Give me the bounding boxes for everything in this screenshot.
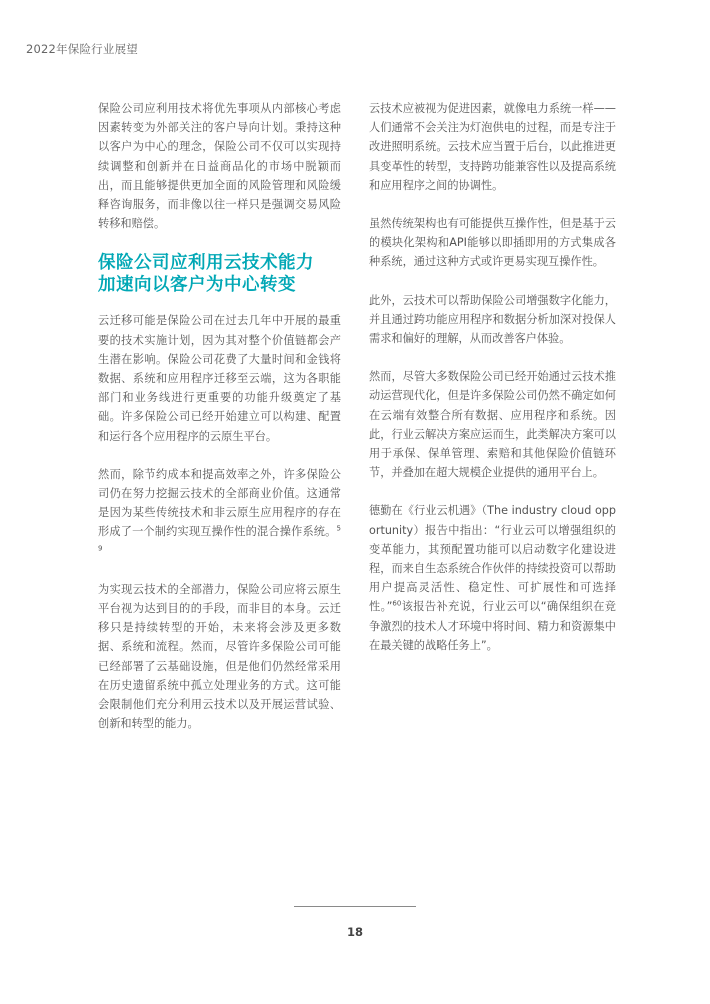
paragraph-digital-capability: 此外，云技术可以帮助保险公司增强数字化能力，并且通过跨功能应用程序和数据分析加深对投保人需求和偏好的理解，从而改善客户体验。 — [369, 293, 616, 346]
paragraph-business-value-text: 然而，除节约成本和提高效率之外，许多保险公司仍在努力挖掘云技术的全部商业价值。这通常是因为某些传统技术和非云原生应用程序的存在形成了一个制约实现互操作性的混合操作系统。 — [98, 467, 341, 539]
section-heading-line-1: 保险公司应利用云技术能力 — [98, 253, 314, 274]
paragraph-industry-cloud: 然而，尽管大多数保险公司已经开始通过云技术推动运营现代化，但是许多保险公司仍然不确定如何在云端有效整合所有数据、应用程序和系统。因此，行业云解决方案应运而生，此类解决方案可以用于承保、保单管理、索赔和其他保险价值链环节，并叠加在超大规模企业提供的通用平台上。 — [369, 370, 616, 480]
intro-paragraph: 保险公司应利用技术将优先事项从内部核心考虑因素转变为外部关注的客户导向计划。秉持这种以客户为中心的理念，保险公司不仅可以实现持续调整和创新并在日益商品化的市场中脱颖而出，而且能够提供更加全面的风险管理和风险缓释咨询服务，而非像以往一样只是强调交易风险转移和赔偿。 — [98, 102, 341, 231]
section-heading — [98, 252, 341, 296]
footnote-ref-60: 60 — [392, 599, 402, 608]
paragraph-deloitte-report — [369, 501, 616, 655]
footer-divider — [294, 906, 416, 907]
paragraph-business-value — [98, 465, 341, 561]
paragraph-enabler: 云技术应被视为促进因素，就像电力系统一样——人们通常不会关注为灯泡供电的过程，而是专注于改进照明系统。云技术应当置于后台，以此推进更具变革性的转型，支持跨功能兼容性以及提高系统和应用程序之间的协调性。 — [369, 102, 616, 192]
right-column — [369, 99, 616, 674]
page-number: 18 — [346, 925, 363, 939]
paragraph-interoperability: 虽然传统架构也有可能提供互操作性，但是基于云的模块化架构和API能够以即插即用的方式集成各种系统，通过这种方式或许更易实现互操作性。 — [369, 217, 616, 269]
paragraph-full-potential: 为实现云技术的全部潜力，保险公司应将云原生平台视为达到目的的手段，而非目的本身。云迁移只是持续转型的开始，未来将会涉及更多数据、系统和流程。然而，尽管许多保险公司可能已经部署了云基础设施，但是他们仍然经常采用在历史遗留系统中孤立处理业务的方式。这可能会限制他们充分利用云技术以及开展运营试验、创新和转型的能力。 — [98, 582, 341, 731]
left-column — [98, 99, 341, 752]
deloitte-report-text-2: 该报告补充说，行业云可以“确保组织在竞争激烈的技术人才环境中将时间、精力和资源集中在最关键的战略任务上”。 — [369, 600, 616, 652]
section-heading-line-2: 加速向以客户为中心转变 — [98, 275, 296, 296]
document-header-title: 2022年保险行业展望 — [26, 42, 138, 56]
deloitte-report-text-1: 德勤在《行业云机遇》（The industry cloud opportunity）报告中指出：“行业云可以增强组织的变革能力，其预配置功能可以启动数字化建设进程，而来自生态系统合作伙伴的持续投资可以帮助用户提高灵活性、稳定性、可扩展性和可选择性。” — [369, 504, 616, 614]
footnote-ref-59: 59 — [98, 524, 341, 552]
paragraph-cloud-migration: 云迁移可能是保险公司在过去几年中开展的最重要的技术实施计划，因为其对整个价值链都会产生潜在影响。保险公司花费了大量时间和金钱将数据、系统和应用程序迁移至云端，这为各职能部门和业务线进行更重要的功能升级奠定了基础。许多保险公司已经开始建立可以构建、配置和运行各个应用程序的云原生平台。 — [98, 314, 341, 443]
